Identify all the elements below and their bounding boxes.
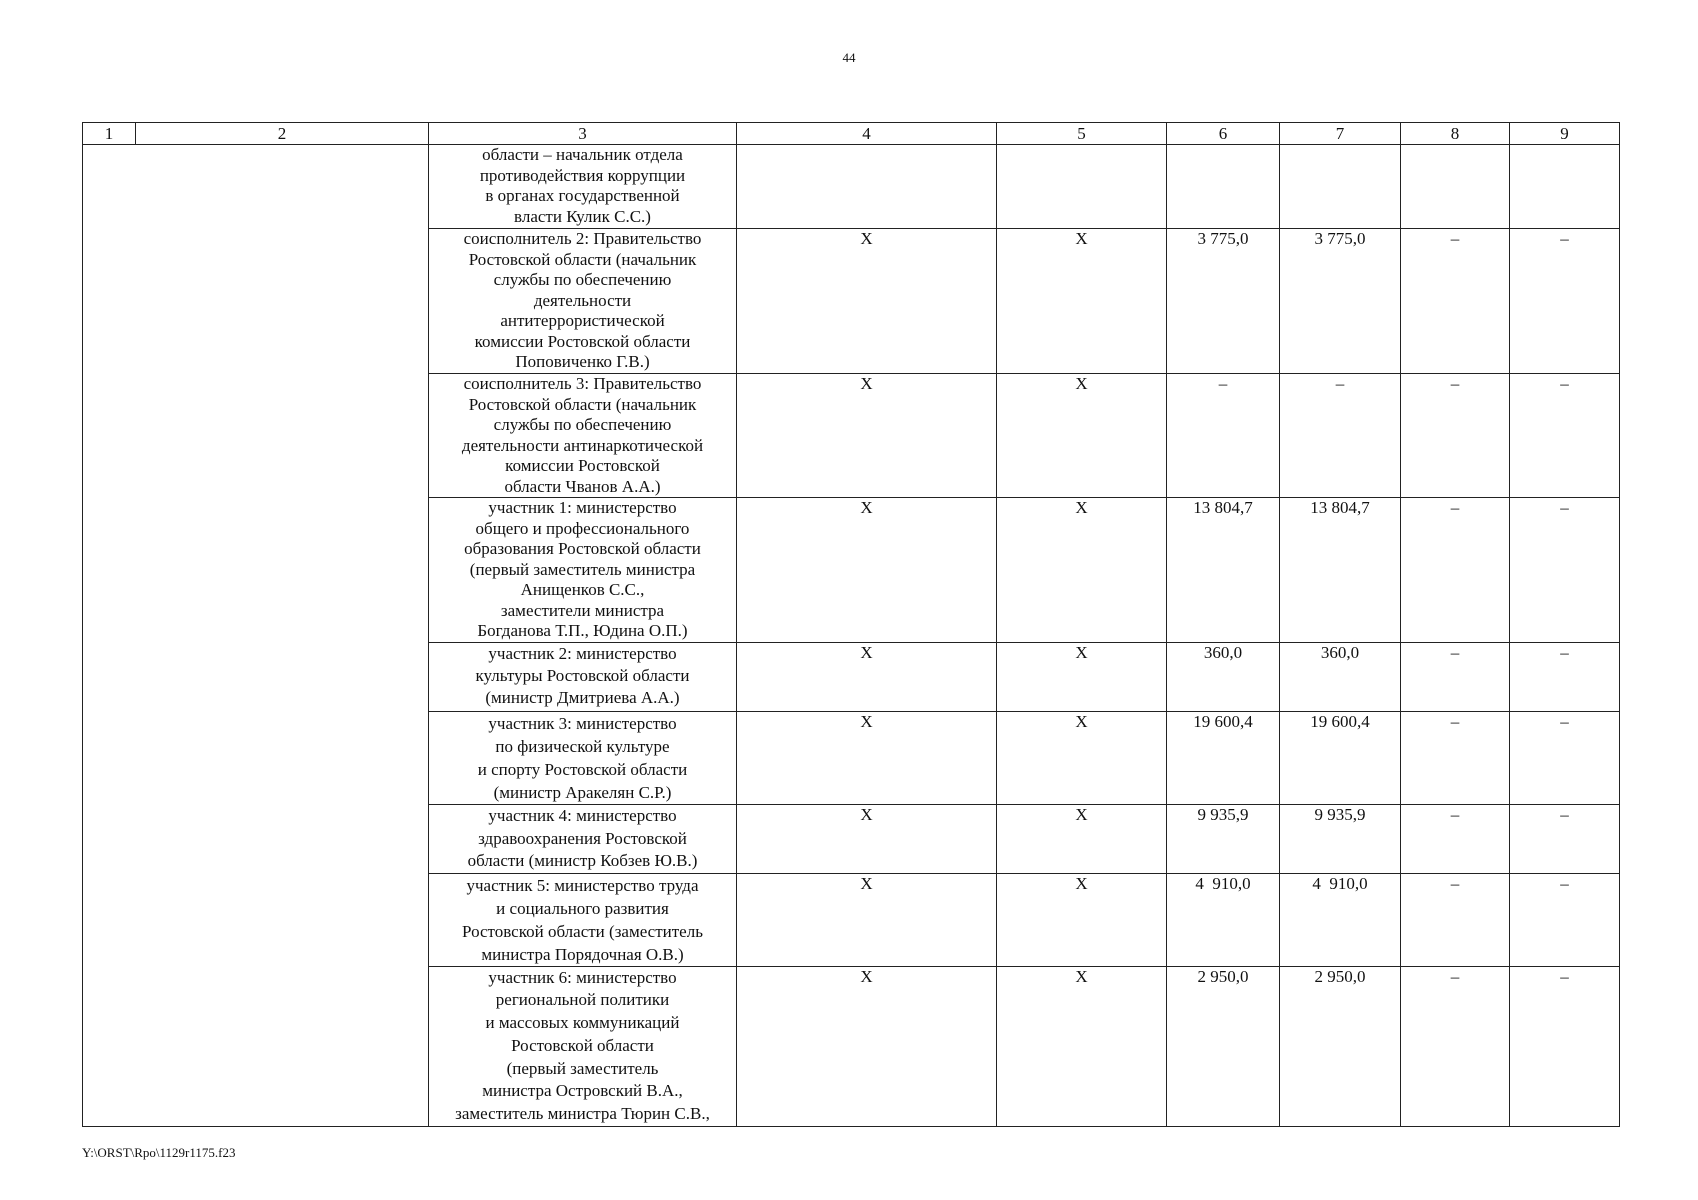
responsible-cell: участник 5: министерство труда и социального развития Ростовской области (заместитель министра Порядочная О.В.) <box>429 873 737 966</box>
file-path-footer: Y:\ORST\Rpo\1129r1175.f23 <box>82 1145 236 1160</box>
cell-col4: Х <box>737 805 997 874</box>
cell-col5: Х <box>997 873 1167 966</box>
cell-col9: – <box>1510 374 1620 498</box>
cell-col5: Х <box>997 966 1167 1127</box>
cell-col7: 4 910,0 <box>1280 873 1401 966</box>
cell-col7: 2 950,0 <box>1280 966 1401 1127</box>
cell-col7: – <box>1280 374 1401 498</box>
cell-col7: 9 935,9 <box>1280 805 1401 874</box>
cell-col8: – <box>1401 498 1510 643</box>
responsible-cell: соисполнитель 3: Правительство Ростовской области (начальник службы по обеспечению деятельности антинаркотической комиссии Ростовской области Чванов А.А.) <box>429 374 737 498</box>
page-number: 44 <box>842 50 856 65</box>
responsible-cell: участник 6: министерство региональной политики и массовых коммуникаций Ростовской области (первый заместитель министра Островский В.А., заместитель министра Тюрин С.В., <box>429 966 737 1127</box>
table-row <box>83 145 1620 229</box>
cell-col4: Х <box>737 643 997 712</box>
cell-col6: 3 775,0 <box>1167 229 1280 374</box>
responsible-cell: участник 3: министерство по физической культуре и спорту Ростовской области (министр Аракелян С.Р.) <box>429 712 737 805</box>
cell-col8 <box>1401 145 1510 229</box>
program-table <box>82 122 1620 1127</box>
cell-col6: 2 950,0 <box>1167 966 1280 1127</box>
cell-col5: Х <box>997 374 1167 498</box>
cell-col4: Х <box>737 873 997 966</box>
column-header-2: 2 <box>136 123 429 145</box>
cell-col8: – <box>1401 229 1510 374</box>
column-header-3: 3 <box>429 123 737 145</box>
column-header-4: 4 <box>737 123 997 145</box>
cell-col6: 13 804,7 <box>1167 498 1280 643</box>
cell-col5: Х <box>997 229 1167 374</box>
column-header-8: 8 <box>1401 123 1510 145</box>
cell-col9 <box>1510 145 1620 229</box>
cell-col5: Х <box>997 643 1167 712</box>
cell-col6: 4 910,0 <box>1167 873 1280 966</box>
cell-col8: – <box>1401 805 1510 874</box>
cell-col6: 9 935,9 <box>1167 805 1280 874</box>
cell-col8: – <box>1401 873 1510 966</box>
cell-col9: – <box>1510 966 1620 1127</box>
cell-col5 <box>997 145 1167 229</box>
cell-col6: 19 600,4 <box>1167 712 1280 805</box>
cell-col4: Х <box>737 498 997 643</box>
responsible-cell: области – начальник отдела противодействия коррупции в органах государственной власти Кулик С.С.) <box>429 145 737 229</box>
cell-col4: Х <box>737 229 997 374</box>
cell-col5: Х <box>997 712 1167 805</box>
cell-col9: – <box>1510 498 1620 643</box>
column-header-7: 7 <box>1280 123 1401 145</box>
cell-col4: Х <box>737 966 997 1127</box>
cell-col9: – <box>1510 643 1620 712</box>
column-header-5: 5 <box>997 123 1167 145</box>
responsible-cell: участник 1: министерство общего и профессионального образования Ростовской области (первый заместитель министра Анищенков С.С., заместители министра Богданова Т.П., Юдина О.П.) <box>429 498 737 643</box>
cell-col7 <box>1280 145 1401 229</box>
responsible-cell: участник 2: министерство культуры Ростовской области (министр Дмитриева А.А.) <box>429 643 737 712</box>
header-row <box>83 123 1620 145</box>
cell-col9: – <box>1510 229 1620 374</box>
cell-col8: – <box>1401 643 1510 712</box>
column-header-9: 9 <box>1510 123 1620 145</box>
cell-col8: – <box>1401 374 1510 498</box>
cell-col7: 13 804,7 <box>1280 498 1401 643</box>
column-header-6: 6 <box>1167 123 1280 145</box>
cell-col7: 19 600,4 <box>1280 712 1401 805</box>
cell-col4: Х <box>737 712 997 805</box>
cell-col6: – <box>1167 374 1280 498</box>
cell-col5: Х <box>997 805 1167 874</box>
responsible-cell: соисполнитель 2: Правительство Ростовской области (начальник службы по обеспечению деятельности антитеррористической комиссии Ростовской области Поповиченко Г.В.) <box>429 229 737 374</box>
cell-col6: 360,0 <box>1167 643 1280 712</box>
cell-col4: Х <box>737 374 997 498</box>
cell-col9: – <box>1510 873 1620 966</box>
cell-col8: – <box>1401 712 1510 805</box>
cell-col4 <box>737 145 997 229</box>
cell-col9: – <box>1510 805 1620 874</box>
cell-col7: 3 775,0 <box>1280 229 1401 374</box>
cell-col5: Х <box>997 498 1167 643</box>
merged-empty-cell <box>83 145 429 1127</box>
responsible-cell: участник 4: министерство здравоохранения Ростовской области (министр Кобзев Ю.В.) <box>429 805 737 874</box>
column-header-1: 1 <box>83 123 136 145</box>
cell-col9: – <box>1510 712 1620 805</box>
cell-col7: 360,0 <box>1280 643 1401 712</box>
cell-col6 <box>1167 145 1280 229</box>
cell-col8: – <box>1401 966 1510 1127</box>
